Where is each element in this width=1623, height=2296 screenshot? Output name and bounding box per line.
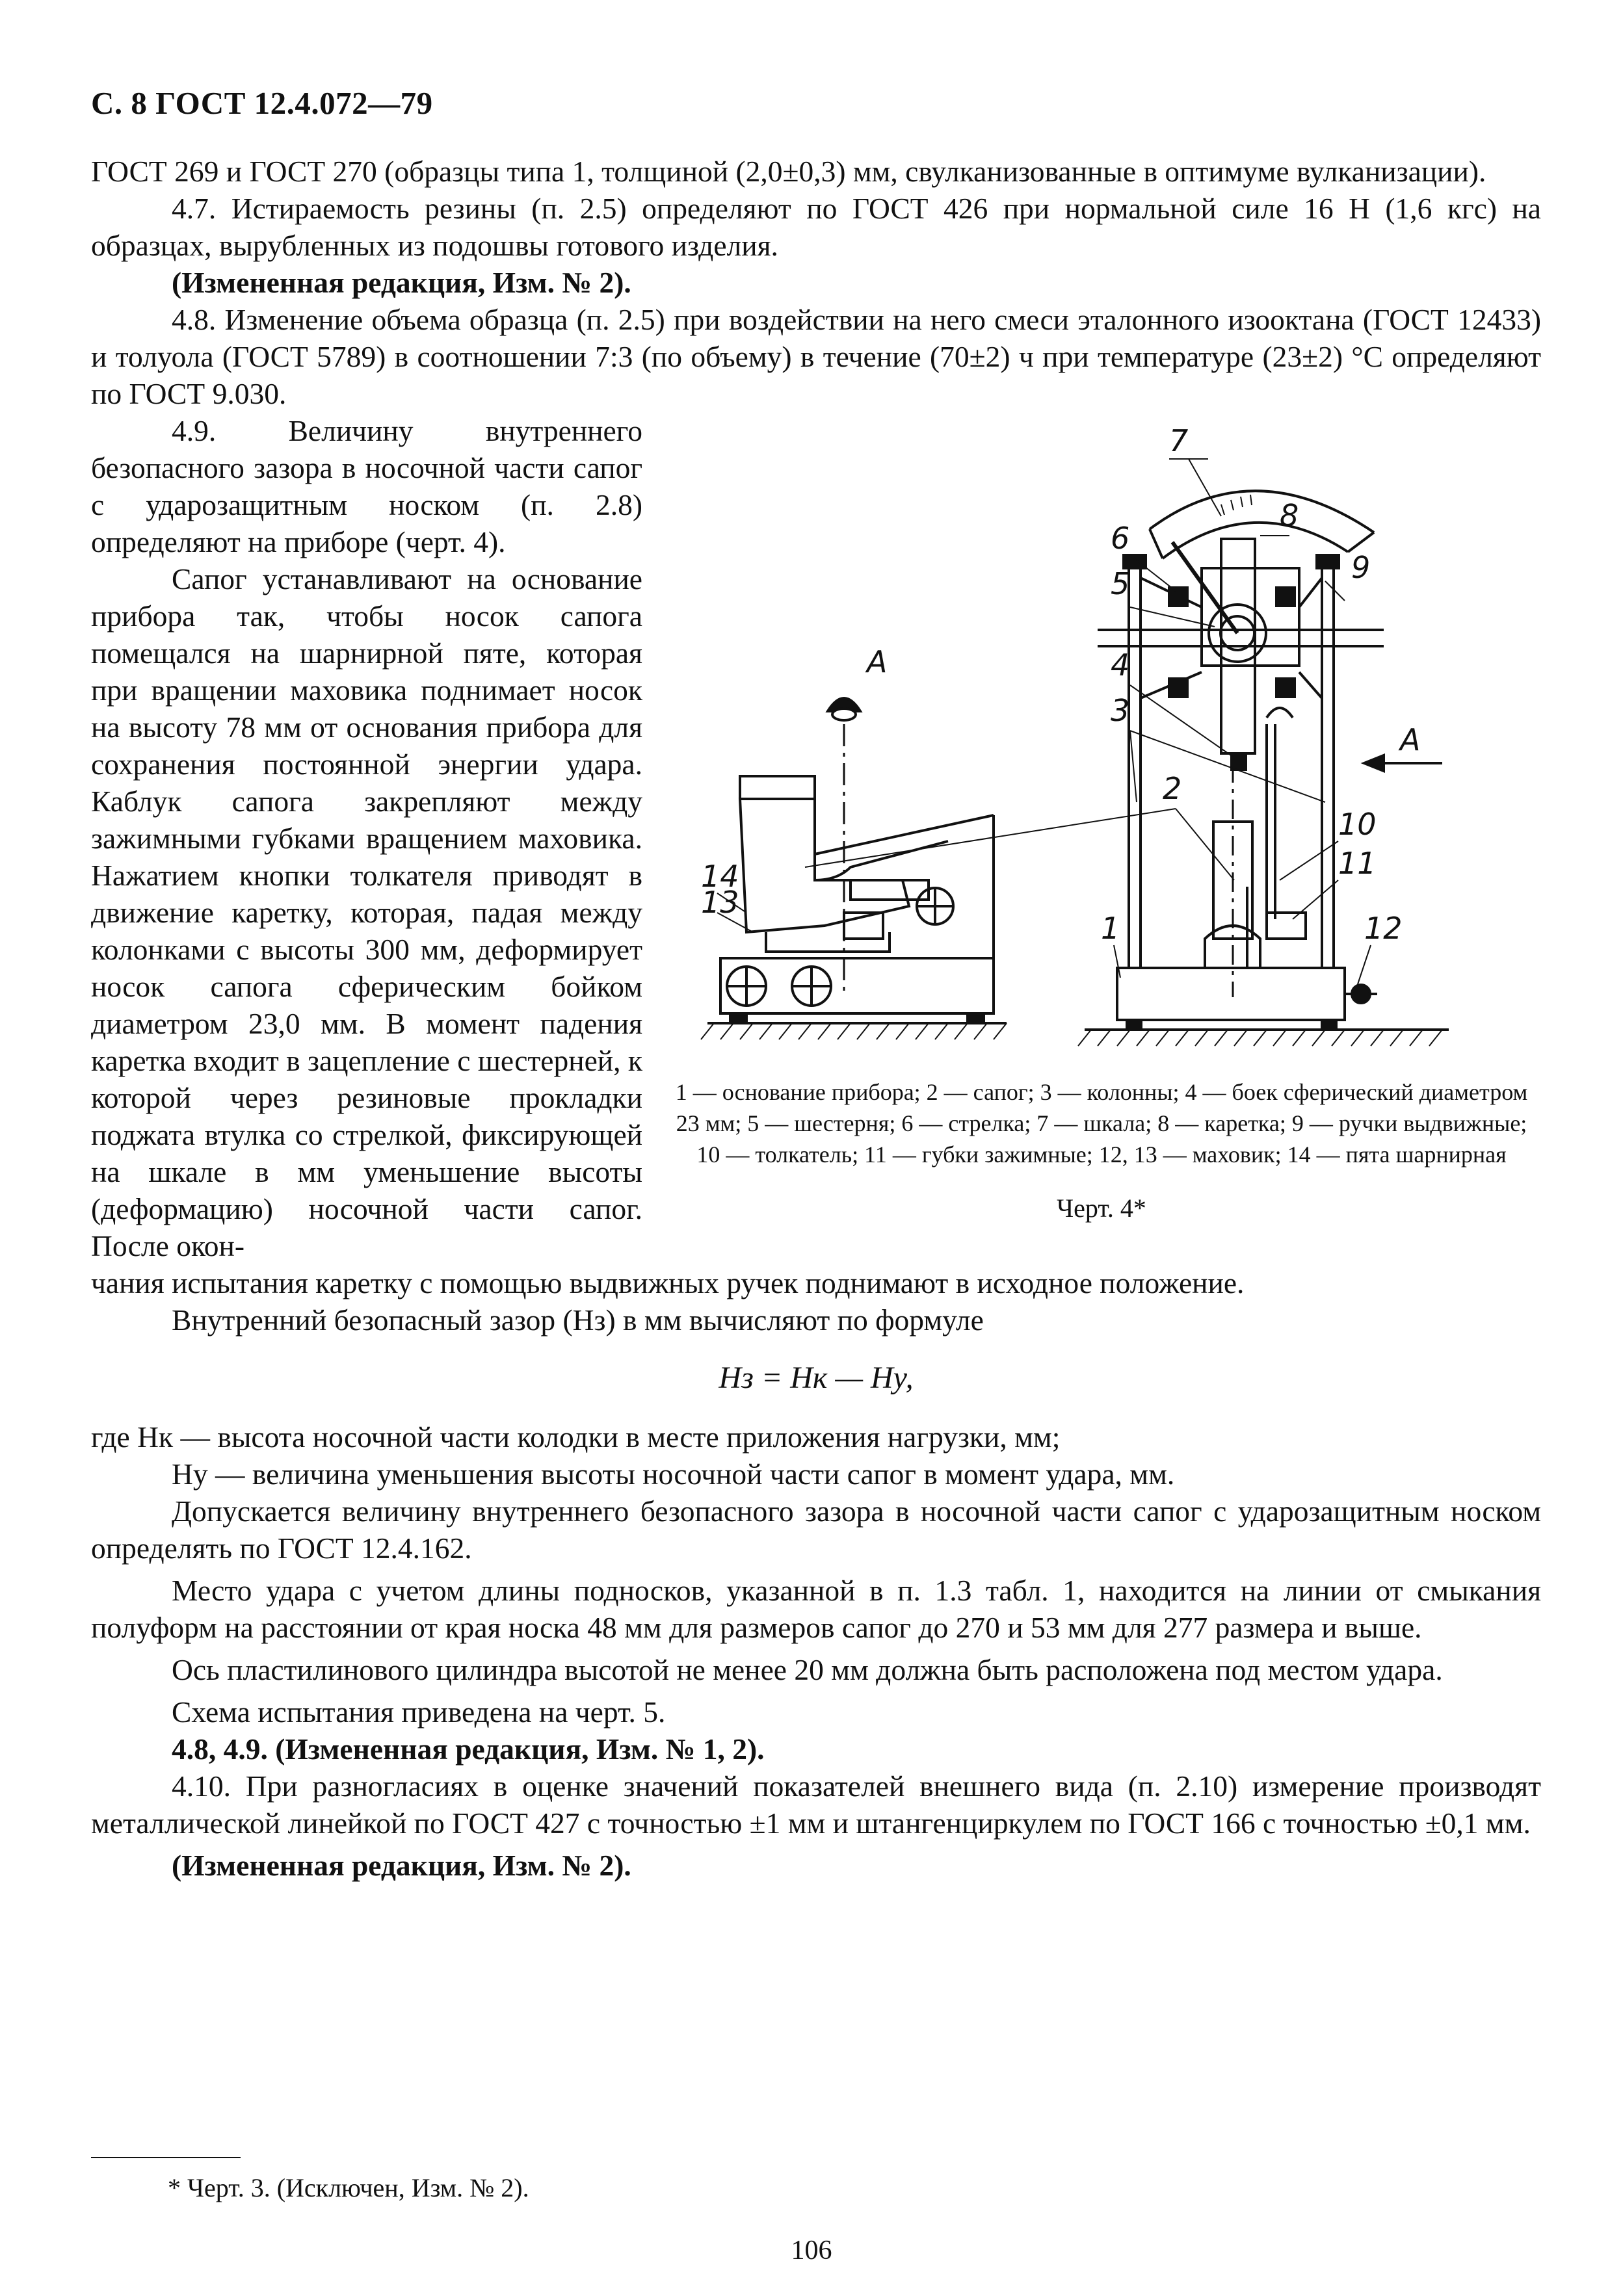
formula-where-1: где Hк — высота носочной части колодки в месте приложения нагрузки, мм;: [91, 1420, 1061, 1454]
figure-number-9: 9: [1351, 550, 1371, 585]
amendment-note: (Измененная редакция, Изм. № 2).: [172, 266, 631, 299]
formula-where-2: Hу — величина уменьшения высоты носочной части сапог в момент удара, мм.: [172, 1457, 1175, 1491]
figure-number-14: 14: [701, 859, 739, 894]
figure-4-drawing: [694, 412, 1475, 1062]
paragraph-formula-intro: Внутренний безопасный зазор (Hз) в мм вычисляют по формуле: [172, 1303, 984, 1337]
paragraph-continuation: ГОСТ 269 и ГОСТ 270 (образцы типа 1, толщиной (2,0±0,3) мм, свулканизованные в оптимуме вулканизации).: [91, 155, 1486, 188]
figure-number-10: 10: [1338, 807, 1377, 842]
paragraph-4-10: 4.10. При разногласиях в оценке значений показателей внешнего вида (п. 2.10) измерение производят металлической линейкой по ГОСТ 427 с точностью ±1 мм и штангенциркулем по ГОСТ 166 с точностью ±0,1 мм.: [91, 1769, 1541, 1840]
paragraph-4-9: 4.9. Величину внутреннего безопасного зазора в носочной части сапог с ударозащитным носком (п. 2.8) определяют на приборе (черт. 4).: [91, 414, 642, 558]
figure-number-2: 2: [1163, 771, 1182, 806]
paragraph-boot-end: чания испытания каретку с помощью выдвижных ручек поднимают в исходное положение.: [91, 1266, 1245, 1299]
paragraph-plasticine-axis: Ось пластилинового цилиндра высотой не менее 20 мм должна быть расположена под местом удара.: [172, 1653, 1443, 1686]
document-page: [91, 85, 1541, 1884]
paragraph-4-8: 4.8. Изменение объема образца (п. 2.5) при воздействии на него смеси эталонного изооктана (ГОСТ 12433) и толуола (ГОСТ 5789) в соотношении 7:3 (по объему) в течение (70±2) ч при температуре (23±2) °С определяют по ГОСТ 9.030.: [91, 303, 1541, 410]
figure-number-7: 7: [1169, 423, 1189, 458]
figure-number-1: 1: [1101, 911, 1120, 946]
footnote: * Черт. 3. (Исключен, Изм. № 2).: [168, 2173, 529, 2202]
figure-number-12: 12: [1364, 911, 1403, 946]
paragraph-4-7: 4.7. Истираемость резины (п. 2.5) определяют по ГОСТ 426 при нормальной силе 16 Н (1,6 кгс) на образцах, вырубленных из подошвы готового изделия.: [91, 192, 1541, 262]
figure-number-3: 3: [1111, 693, 1130, 728]
wrapped-text-column: [91, 412, 642, 1264]
figure-number-6: 6: [1111, 521, 1130, 556]
figure-number-11: 11: [1338, 846, 1377, 881]
footnote-separator: [91, 2157, 241, 2158]
text-figure-row: [91, 412, 1541, 1264]
amendment-note-2: 4.8, 4.9. (Измененная редакция, Изм. № 1, 2).: [172, 1732, 765, 1766]
figure-title: Черт. 4*: [1057, 1194, 1146, 1223]
figure-number-4: 4: [1111, 647, 1130, 683]
view-a-label: А: [867, 644, 888, 679]
formula: Hз = Hк — Hу,: [719, 1361, 914, 1395]
paragraph-boot-procedure: Сапог устанавливают на основание прибора так, чтобы носок сапога помещался на шарнирной пяте, которая при вращении маховика поднимает носок на высоту 78 мм от основания прибора для сохранения постоянной энергии удара. Каблук сапога закрепляют между зажимными губками вращением маховика. Нажатием кнопки толкателя приводят в движение каретку, которая, падая между колонками с высоты 300 мм, деформирует носок сапога сферическим бойком диаметром 23,0 мм. В момент падения каретка входит в зацепление с шестерней, к которой через резиновые прокладки поджата втулка со стрелкой, фиксирующей на шкале в мм уменьшение высоты (деформацию) носочной части сапог. После окон-: [91, 562, 642, 1262]
amendment-note-3: (Измененная редакция, Изм. № 2).: [172, 1849, 631, 1882]
figure-number-13: 13: [701, 885, 739, 920]
paragraph-allowed: Допускается величину внутреннего безопасного зазора в носочной части сапог с ударозащитным носком определять по ГОСТ 12.4.162.: [91, 1494, 1541, 1565]
paragraph-impact-location: Место удара с учетом длины подносков, указанной в п. 1.3 табл. 1, находится на линии от смыкания полуформ на расстоянии от края носка 48 мм для размеров сапог до 270 и 53 мм для 277 размера и выше.: [91, 1574, 1541, 1644]
page-header: С. 8 ГОСТ 12.4.072—79: [91, 85, 433, 121]
paragraph-scheme: Схема испытания приведена на черт. 5.: [172, 1695, 666, 1729]
arrow-a-label: А: [1400, 722, 1421, 757]
figure-caption: 1 — основание прибора; 2 — сапог; 3 — колонны; 4 — боек сферический диаметром 23 мм; 5 — шестерня; 6 — стрелка; 7 — шкала; 8 — каретка; 9 — ручки выдвижные; 10 — толкатель; 11 — губки зажимные; 12, 13 — маховик; 14 — пята шарнирная: [675, 1079, 1528, 1168]
figure-4: [642, 412, 1541, 1264]
figure-number-8: 8: [1280, 498, 1299, 533]
figure-number-5: 5: [1111, 566, 1130, 601]
page-number: 106: [791, 2236, 832, 2265]
